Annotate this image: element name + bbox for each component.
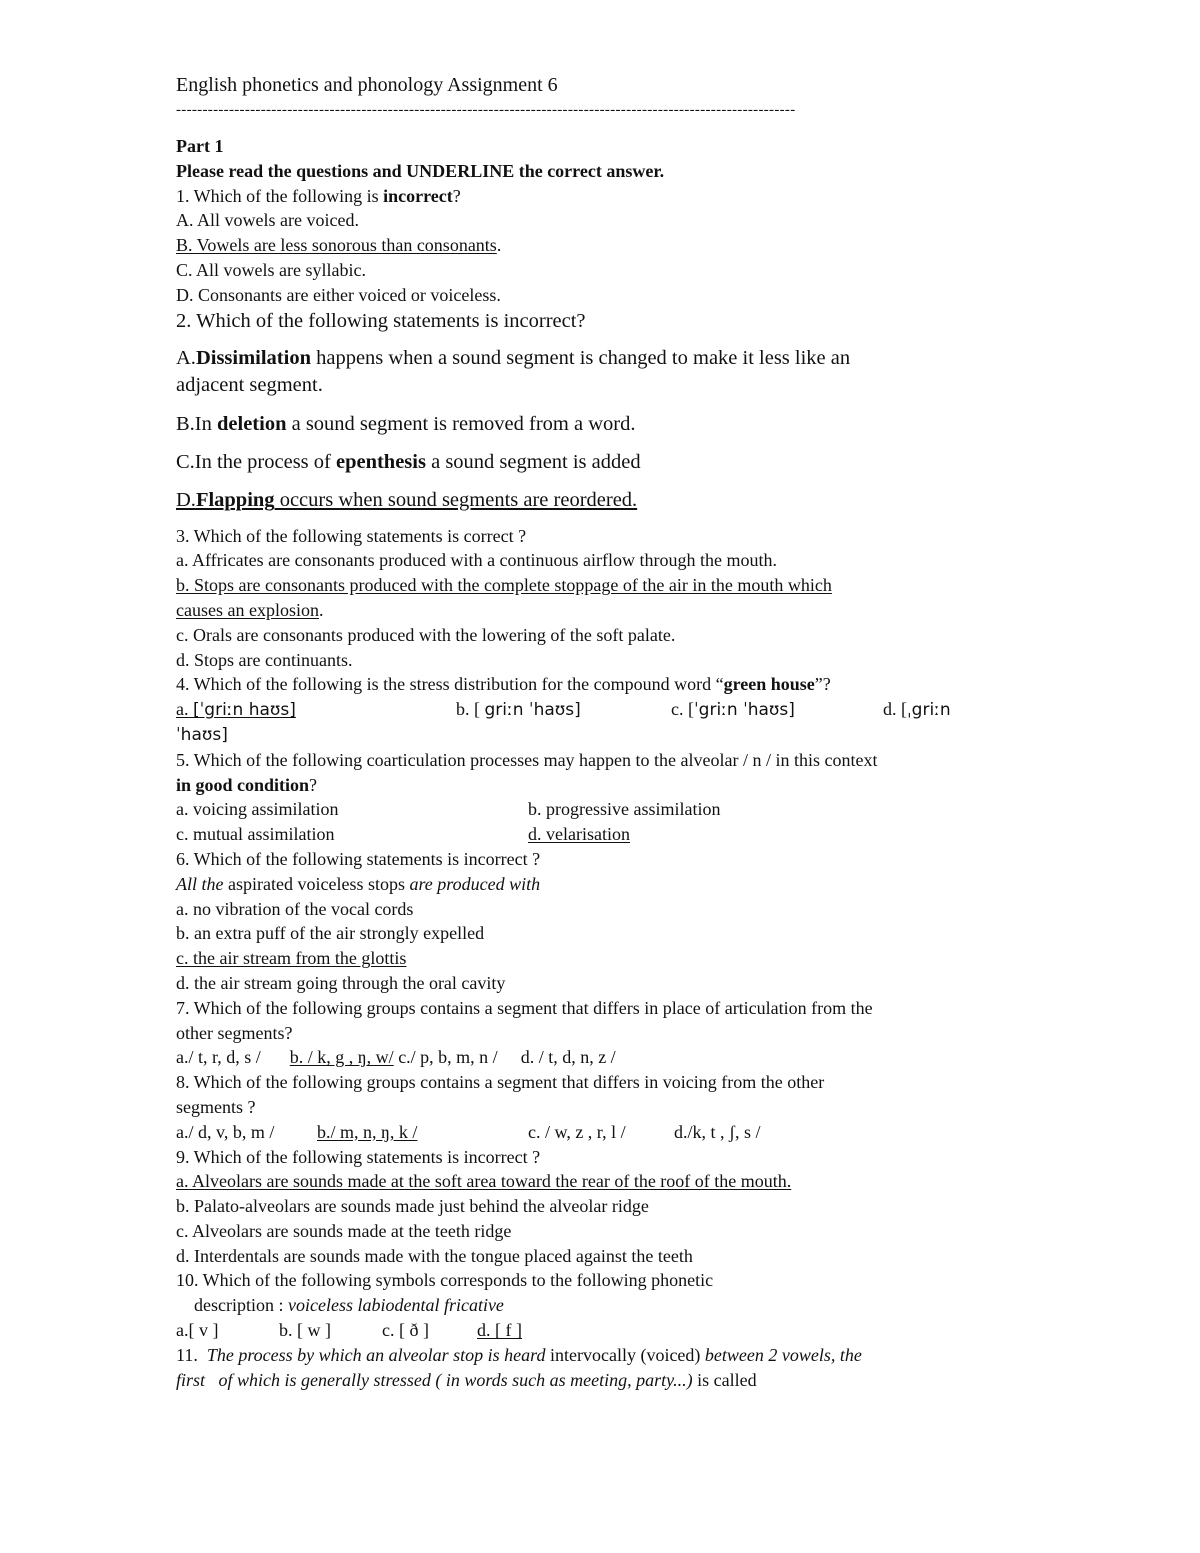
- q1-option-b-tail: .: [496, 235, 502, 256]
- q4-option-a: [176, 697, 456, 723]
- q2-c-label: C.In the process of: [176, 450, 336, 473]
- q7-option-c: c./ p, b, m, n /: [398, 1047, 498, 1068]
- q4-option-c: [671, 697, 883, 723]
- question-11: [176, 1343, 1026, 1368]
- q6-option-c: c. the air stream from the glottis: [176, 948, 407, 969]
- q5-option-a: a. voicing assimilation: [176, 799, 339, 820]
- question-3: 3. Which of the following statements is correct ?: [176, 525, 527, 546]
- q4-b-ipa: griːn ˈhaʊs]: [484, 700, 581, 721]
- q3-option-d: d. Stops are continuants.: [176, 649, 353, 670]
- question-8-cont: segments ?: [176, 1096, 256, 1117]
- q2-option-a: [176, 345, 1026, 399]
- question-11-cont: [176, 1368, 1026, 1393]
- q1-option-b: [176, 233, 1026, 258]
- q6-option-b: b. an extra puff of the air strongly expelled: [176, 923, 485, 944]
- q10-option-c: c. [ ð ]: [382, 1320, 429, 1341]
- q5-stem-bold: in good condition: [176, 774, 310, 795]
- q6-option-a: a. no vibration of the vocal cords: [176, 898, 414, 919]
- q2-b-label: B.In: [176, 412, 217, 435]
- q10-description: voiceless labiodental fricative: [287, 1295, 504, 1316]
- q4-stem-bold: green house: [723, 674, 815, 695]
- question-9: 9. Which of the following statements is incorrect ?: [176, 1146, 541, 1167]
- q11-number: 11.: [176, 1344, 207, 1365]
- q8-option-a: a./ d, v, b, m /: [176, 1121, 275, 1142]
- q2-d-text: occurs when sound segments are reordered.: [274, 488, 638, 511]
- part-heading: Part 1: [176, 136, 224, 156]
- q10-option-d: d. [ f ]: [477, 1320, 522, 1341]
- q2-option-d: [176, 487, 1026, 514]
- document-title: English phonetics and phonology Assignment 6: [176, 74, 558, 96]
- q3-option-b-line2: [176, 598, 1026, 623]
- q2-a-text: happens when a sound segment is changed to make it less like an: [310, 346, 851, 369]
- q2-a-label: A.: [176, 346, 196, 369]
- q4-options: [176, 697, 1026, 723]
- q2-c-term: epenthesis: [335, 450, 426, 473]
- question-6: 6. Which of the following statements is incorrect ?: [176, 848, 541, 869]
- q9-option-d: d. Interdentals are sounds made with the tongue placed against the teeth: [176, 1245, 693, 1266]
- q1-option-b-answer: B. Vowels are less sonorous than consonants: [176, 235, 497, 256]
- q5-option-c: c. mutual assimilation: [176, 824, 335, 845]
- q2-d-term: Flapping: [195, 488, 275, 511]
- question-4: [176, 672, 1026, 697]
- q4-c-ipa: ˈgriːn ˈhaʊs]: [693, 700, 795, 721]
- q1-option-d: D. Consonants are either voiced or voiceless.: [176, 284, 501, 305]
- q7-option-d: d. / t, d, n, z /: [520, 1047, 616, 1068]
- q4-d-label: d. [: [883, 699, 907, 720]
- question-7-cont: other segments?: [176, 1022, 293, 1043]
- q8-option-c: c. / w, z , r, l /: [528, 1121, 626, 1142]
- q2-b-text: a sound segment is removed from a word.: [286, 412, 636, 435]
- q4-option-d-cont: ˈhaʊs]: [176, 724, 228, 745]
- q9-option-b: b. Palato-alveolars are sounds made just behind the alveolar ridge: [176, 1196, 649, 1217]
- q4-option-d: [883, 697, 951, 723]
- q4-a-ipa: [ˈgriːn haʊs]: [193, 700, 296, 721]
- q4-d-ipa: ˌgriːn: [907, 700, 951, 721]
- q1-option-a: A. All vowels are voiced.: [176, 210, 359, 231]
- q2-b-term: deletion: [217, 412, 287, 435]
- q7-option-b: b. / k, g , ŋ, w/: [289, 1047, 394, 1068]
- q1-stem-end: ?: [452, 185, 461, 206]
- q5-stem-end: ?: [309, 774, 318, 795]
- q5-options-row1: [176, 797, 1026, 822]
- q2-a-term: Dissimilation: [195, 346, 311, 369]
- q8-option-d: d./k, t , ʃ, s /: [674, 1121, 761, 1142]
- q6-sub-italic2: are produced with: [409, 873, 541, 894]
- question-8: 8. Which of the following groups contains a segment that differs in voicing from the other: [176, 1072, 825, 1093]
- question-7: 7. Which of the following groups contains a segment that differs in place of articulation from the: [176, 997, 873, 1018]
- question-2: 2. Which of the following statements is incorrect?: [176, 309, 586, 332]
- q6-sub-italic1: All the: [176, 873, 224, 894]
- q4-stem-end: ”?: [814, 674, 831, 695]
- q9-option-c: c. Alveolars are sounds made at the teeth ridge: [176, 1220, 512, 1241]
- q3-option-b-tail: .: [318, 599, 324, 620]
- q10-options: [176, 1318, 1026, 1343]
- header-rule: ---------------------------------------------------------------------------------------------------------------------: [176, 102, 796, 118]
- q3-option-c: c. Orals are consonants produced with the lowering of the soft palate.: [176, 624, 676, 645]
- q5-options-row2: [176, 822, 1026, 847]
- q11-italic2: between 2 vowels, the: [704, 1344, 862, 1365]
- question-1: [176, 184, 1026, 209]
- q8-option-b: b./ m, n, ŋ, k /: [317, 1121, 418, 1142]
- q10-option-a: a.[ v ]: [176, 1320, 219, 1341]
- q1-option-c: C. All vowels are syllabic.: [176, 259, 366, 280]
- q5-option-b: b. progressive assimilation: [528, 799, 721, 820]
- q2-option-b: [176, 411, 1026, 438]
- q3-option-b-answer: causes an explosion: [176, 599, 319, 620]
- q10-option-b: b. [ w ]: [279, 1320, 331, 1341]
- q4-option-b: [456, 697, 671, 723]
- q2-d-label: D.: [176, 488, 196, 511]
- q10-stem-pre: description :: [176, 1295, 288, 1316]
- q11-mid: intervocally (voiced): [545, 1344, 705, 1365]
- q6-sub-mid: aspirated voiceless stops: [223, 873, 410, 894]
- question-10-cont: [176, 1293, 1026, 1318]
- q11-italic3: first of which is generally stressed ( in words such as meeting, party...): [176, 1369, 693, 1390]
- q4-b-label: b. [: [456, 699, 485, 720]
- q1-stem-bold: incorrect: [383, 185, 453, 206]
- q11-italic1: The process by which an alveolar stop is heard: [206, 1344, 546, 1365]
- assignment-page: [176, 70, 1026, 1392]
- q1-stem: 1. Which of the following is: [176, 185, 384, 206]
- q6-option-d: d. the air stream going through the oral cavity: [176, 972, 506, 993]
- q9-option-a: a. Alveolars are sounds made at the soft area toward the rear of the roof of the mouth.: [176, 1171, 792, 1192]
- q4-c-label: c. [: [671, 699, 694, 720]
- q5-option-d: d. velarisation: [528, 824, 630, 845]
- q2-c-text: a sound segment is added: [425, 450, 641, 473]
- q4-a-label: a.: [176, 699, 193, 720]
- q7-option-a: a./ t, r, d, s /: [176, 1047, 261, 1068]
- q8-options: [176, 1120, 1026, 1145]
- q2-a-text-cont: adjacent segment.: [176, 373, 323, 396]
- q11-tail: is called: [692, 1369, 757, 1390]
- question-10: 10. Which of the following symbols corresponds to the following phonetic: [176, 1270, 714, 1291]
- question-5: 5. Which of the following coarticulation processes may happen to the alveolar / n / in this context: [176, 749, 878, 770]
- question-5-cont: [176, 773, 1026, 798]
- q4-stem: 4. Which of the following is the stress distribution for the compound word “: [176, 674, 724, 695]
- q6-subtext: [176, 872, 1026, 897]
- q2-option-c: [176, 449, 1026, 476]
- q3-option-a: a. Affricates are consonants produced with a continuous airflow through the mouth.: [176, 550, 778, 571]
- instructions: Please read the questions and UNDERLINE the correct answer.: [176, 160, 665, 181]
- q3-option-b-line1: b. Stops are consonants produced with the complete stoppage of the air in the mouth which: [176, 575, 832, 596]
- q7-options: [176, 1045, 1026, 1070]
